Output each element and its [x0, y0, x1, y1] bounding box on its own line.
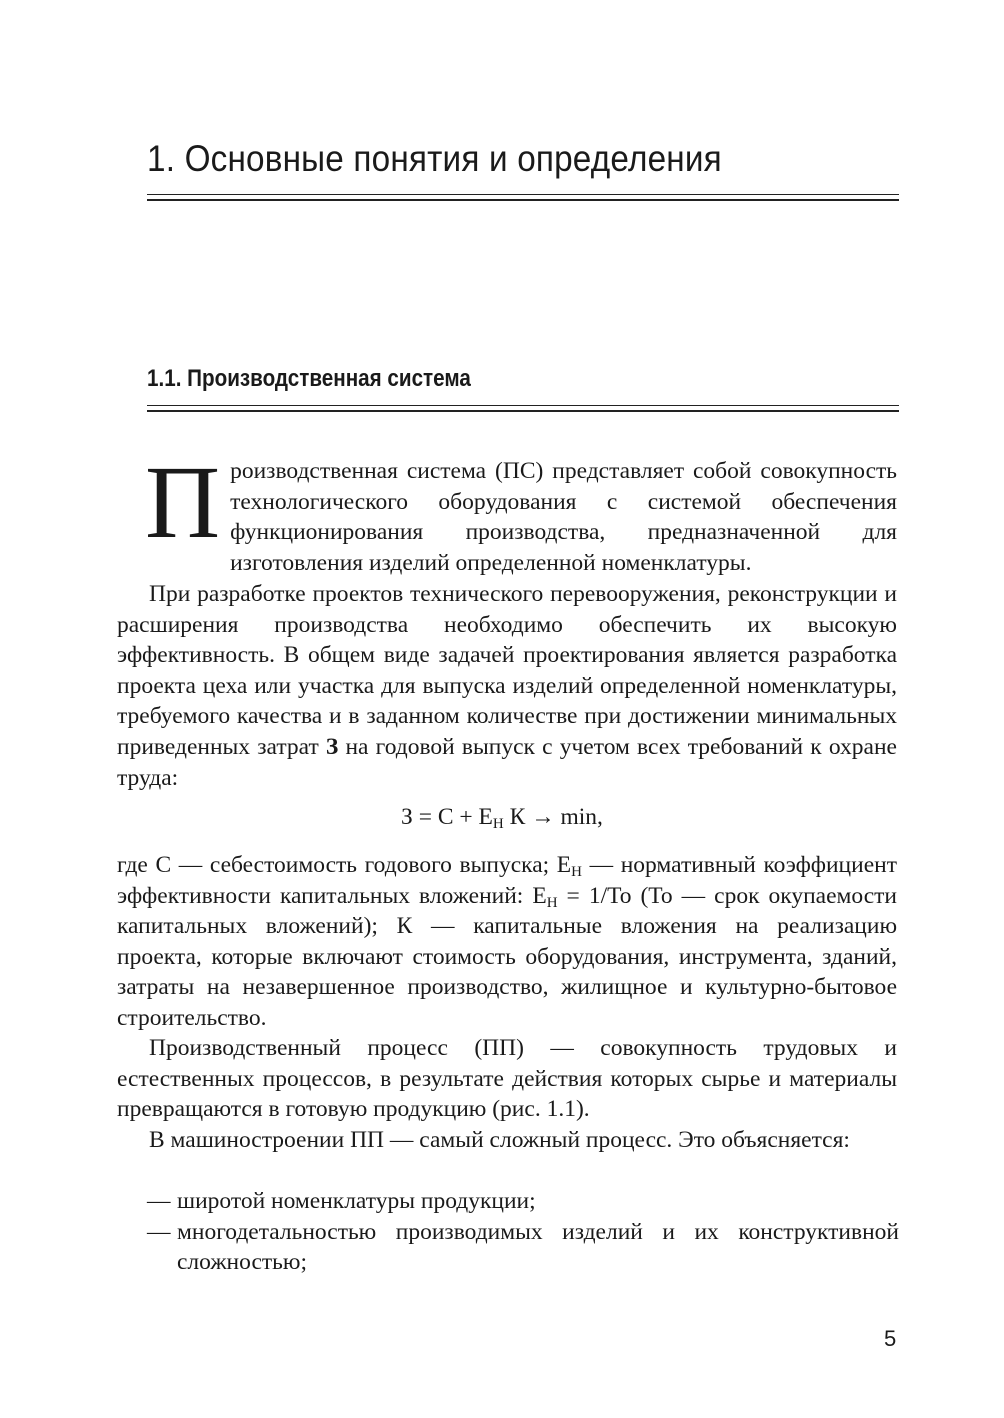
- paragraph-1-text: роизводственная система (ПС) представляет собой совокупность технологического оборудования с системой обеспечения функционирования производства, предназначенной для изготовления изделий определенной номенклатуры.: [230, 458, 897, 576]
- formula-subscript: Н: [492, 816, 504, 832]
- subscript-2: Н: [546, 894, 558, 911]
- paragraph-3: [117, 850, 897, 1034]
- list-item: [147, 1186, 899, 1217]
- page-number: 5: [884, 1326, 897, 1351]
- paragraph-2-text: При разработке проектов технического перевооружения, реконструкции и расширения производства необходимо обеспечить их высокую эффективность. В общем виде задачей проектирования является разработка проекта цеха или участка для выпуска изделий определенной номенклатуры, требуемого качества и в заданном количестве при достижении минимальных приведенных затрат: [117, 581, 897, 760]
- paragraph-3-text-1: где С — себестоимость годового выпуска; Е: [117, 852, 572, 878]
- paragraph-3-text-3: = 1/То (То — срок окупаемости капитальных вложений); К — капитальные вложения на реализацию проекта, которые включают стоимость оборудования, инструмента, зданий, затраты на незавершенное производство, жилищное и культурно-бытовое строительство.: [117, 882, 897, 1031]
- subscript-1: Н: [571, 864, 582, 880]
- paragraph-3-text-2: — нормативный коэффициент эффективности капитальных вложений: Е: [117, 852, 897, 909]
- list-dash: —: [147, 1188, 171, 1214]
- list-item-text: многодетальностью производимых изделий и их конструктивной сложностью;: [177, 1218, 899, 1276]
- cost-formula: [0, 802, 1004, 832]
- paragraph-1: [117, 445, 897, 578]
- section-title-rule: [147, 405, 899, 412]
- formula-right: К → min,: [503, 804, 603, 830]
- list-item-text: широтой номенклатуры продукции;: [177, 1188, 536, 1214]
- chapter-title: 1. Основные понятия и определения: [147, 138, 722, 179]
- paragraph-4: Производственный процесс (ПП) — совокупность трудовых и естественных процессов, в результате действия которых сырье и материалы превращаются в готовую продукцию (рис. 1.1).: [117, 1035, 897, 1123]
- paragraph-2-text-end: на годовой выпуск с учетом всех требований к охране труда:: [117, 733, 897, 791]
- list-item: [147, 1217, 899, 1278]
- list-dash: —: [147, 1218, 171, 1245]
- reasons-list: [147, 1186, 899, 1278]
- formula-left: З = С + Е: [401, 804, 493, 830]
- drop-cap: П: [145, 445, 221, 560]
- paragraph-2: [117, 579, 897, 793]
- section-title: 1.1. Производственная система: [147, 365, 471, 392]
- cost-symbol: З: [325, 733, 339, 760]
- paragraph-5: В машиностроении ПП — самый сложный процесс. Это объясняется:: [149, 1127, 850, 1153]
- chapter-title-rule: [147, 194, 899, 201]
